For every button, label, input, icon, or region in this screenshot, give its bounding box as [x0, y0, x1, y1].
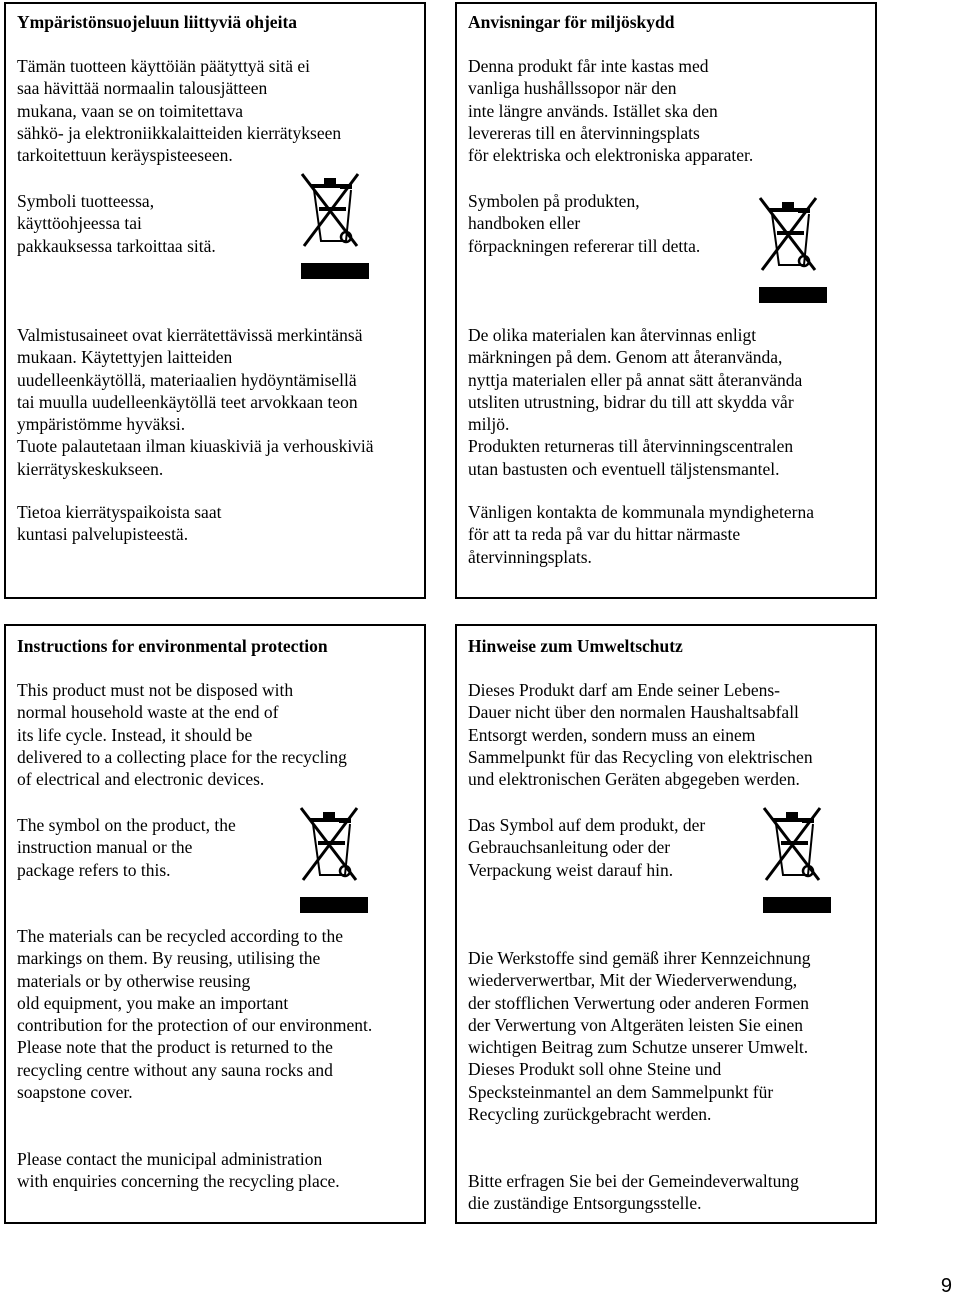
section-box-swedish — [455, 2, 877, 599]
section-box-german — [455, 624, 877, 1224]
paragraph-contact-finnish: Tietoa kierrätyspaikoista saat kuntasi palvelupisteestä. — [17, 502, 222, 545]
paragraph-symbol-swedish: Symbolen på produkten, handboken eller förpackningen refererar till detta. — [468, 191, 701, 256]
section-title-english: Instructions for environmental protection — [17, 636, 328, 656]
paragraph-contact-german: Bitte erfragen Sie bei der Gemeindeverwaltung die zuständige Entsorgungsstelle. — [468, 1171, 799, 1214]
paragraph-materials-swedish: De olika materialen kan återvinnas enligt märkningen på dem. Genom att återanvända, nyttja materialen eller på annat sätt återanvända utsliten utrustning, bidrar du till att skydda vår miljö. Produkten returneras till återvinningscentralen utan bastusten och eventuell täljstensmantel. — [468, 325, 803, 479]
section-title-german: Hinweise zum Umweltschutz — [468, 636, 683, 656]
paragraph-contact-swedish: Vänligen kontakta de kommunala myndigheterna för att ta reda på var du hittar närmaste återvinningsplats. — [468, 502, 815, 567]
paragraph-contact-english: Please contact the municipal administration with enquiries concerning the recycling place. — [17, 1149, 340, 1192]
section-title-swedish: Anvisningar för miljöskydd — [468, 12, 675, 32]
weee-symbol-icon — [749, 188, 829, 305]
weee-symbol-icon — [291, 164, 371, 281]
paragraph-materials-finnish: Valmistusaineet ovat kierrätettävissä merkintänsä mukaan. Käytettyjen laitteiden uudelleenkäytöllä, materiaalien hydöyntämisellä tai muulla uudelleenkäytöllä teet arvokkaan teon ympäristömme hyväksi. Tuote palautetaan ilman kiuaskiviä ja verhouskiviä kierrätyskeskukseen. — [17, 325, 374, 479]
paragraph-disposal-english: This product must not be disposed with normal household waste at the end of its life cycle. Instead, it should be delivered to a collecting place for the recycling of electrical and electronic devices. — [17, 680, 347, 790]
paragraph-symbol-english: The symbol on the product, the instruction manual or the package refers to this. — [17, 815, 236, 880]
weee-symbol-icon — [753, 798, 833, 915]
page-number: 9 — [940, 1275, 952, 1297]
paragraph-symbol-german: Das Symbol auf dem produkt, der Gebrauchsanleitung oder der Verpackung weist darauf hin. — [468, 815, 706, 880]
section-title-finnish: Ympäristönsuojeluun liittyviä ohjeita — [17, 12, 298, 32]
section-box-english — [4, 624, 426, 1224]
weee-symbol-icon — [290, 798, 370, 915]
paragraph-disposal-swedish: Denna produkt får inte kastas med vanliga hushållssopor när den inte längre används. Istället ska den levereras till en återvinningsplats för elektriska och elektroniska apparater. — [468, 56, 754, 166]
paragraph-materials-english: The materials can be recycled according to the markings on them. By reusing, utilising the materials or by otherwise reusing old equipment, you make an important contribution for the protection of our environment. Please note that the product is returned to the recycling centre without any sauna rocks and soapstone cover. — [17, 926, 373, 1103]
paragraph-disposal-finnish: Tämän tuotteen käyttöiän päätyttyä sitä ei saa hävittää normaalin talousjätteen mukana, vaan se on toimitettava sähkö- ja elektroniikkalaitteiden kierrätykseen tarkoitettuun keräyspisteeseen. — [17, 56, 342, 166]
paragraph-materials-german: Die Werkstoffe sind gemäß ihrer Kennzeichnung wiederverwertbar, Mit der Wiederverwendung, der stofflichen Verwertung oder anderen Formen der Verwertung von Altgeräten leisten Sie einen wichtigen Beitrag zum Schutze unserer Umwelt. Dieses Produkt soll ohne Steine und Specksteinmantel an dem Sammelpunkt für Recycling zurückgebracht werden. — [468, 948, 811, 1125]
section-box-finnish — [4, 2, 426, 599]
paragraph-symbol-finnish: Symboli tuotteessa, käyttöohjeessa tai pakkauksessa tarkoittaa sitä. — [17, 191, 216, 256]
paragraph-disposal-german: Dieses Produkt darf am Ende seiner Lebens- Dauer nicht über den normalen Haushaltsabfall Entsorgt werden, sondern muss an einem Sammelpunkt für das Recycling von elektrischen und elektronischen Geräten abgegeben werden. — [468, 680, 813, 790]
